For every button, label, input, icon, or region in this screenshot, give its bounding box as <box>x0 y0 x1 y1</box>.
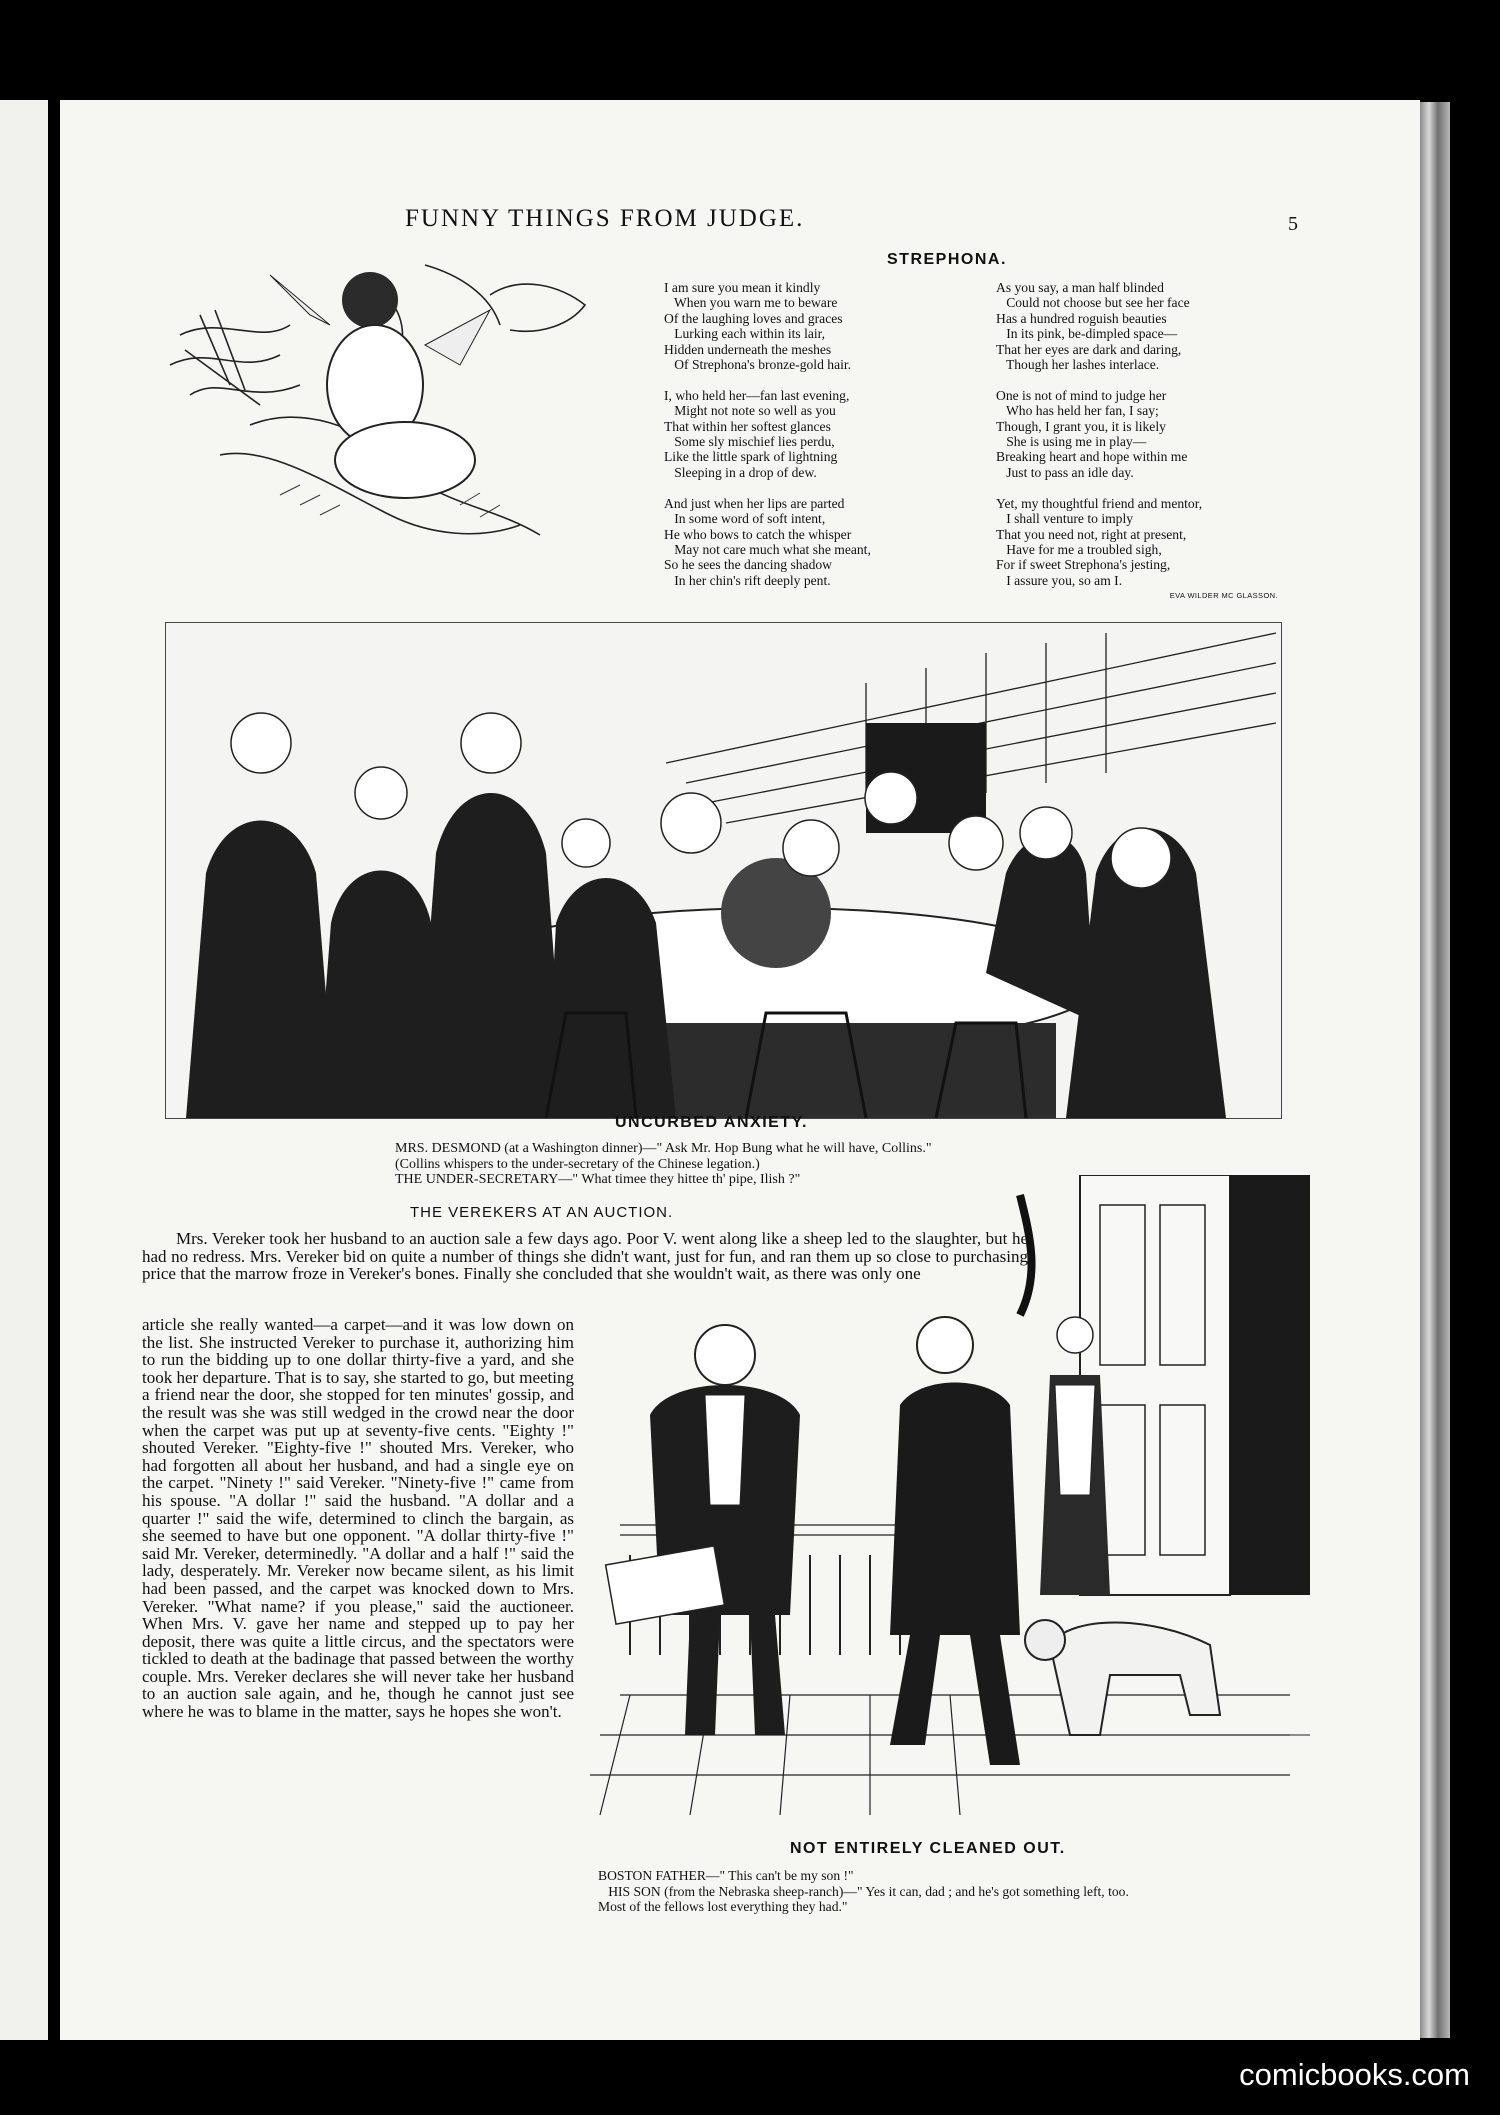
father-son-illustration <box>590 1175 1310 1815</box>
strephona-column-2: As you say, a man half blinded Could not choose but see her face Has a hundred roguish beauties In its pink, be-dimpled space— That her eyes are dark and daring, Though her lashes interlace. One is not of mind to judge her Who has held her fan, I say; Though, I grant you, it is likely She is using me in play— Breaking heart and hope within me Just to pass an idle day. Yet, my thoughtful friend and mentor, I shall venture to imply That you need not, right at present, Have for me a troubled sigh, For if sweet Strephona's jesting, I assure you, so am I. <box>996 280 1203 588</box>
not-cleaned-out-caption: BOSTON FATHER—" This can't be my son !" HIS SON (from the Nebraska sheep-ranch)—" Yes it can, dad ; and he's got something left, too. Most of the fellows lost everything they had." <box>598 1868 1129 1914</box>
watermark: comicbooks.com <box>1239 2057 1470 2092</box>
dinner-party-illustration <box>165 622 1282 1119</box>
verekers-title: THE VEREKERS AT AN AUCTION. <box>410 1204 674 1221</box>
uncurbed-anxiety-caption: MRS. DESMOND (at a Washington dinner)—" Ask Mr. Hop Bung what he will have, Collins." (Collins whispers to the under-secretary of the Chinese legation.) THE UNDER-SECRETARY—" What timee they hittee th' pipe, Ilish ?" <box>395 1141 932 1187</box>
cupid-illustration <box>160 255 600 555</box>
strephona-column-1: I am sure you mean it kindly When you warn me to beware Of the laughing loves and graces Lurking each within its lair, Hidden underneath the meshes Of Strephona's bronze-gold hair. I, who held her—fan last evening, Might not note so well as you That within her softest glances Some sly mischief lies perdu, Like the little spark of lightning Sleeping in a drop of dew. And just when her lips are parted In some word of soft intent, He who bows to catch the whisper May not care much what she meant, So he sees the dancing shadow In her chin's rift deeply pent. <box>664 280 871 588</box>
uncurbed-anxiety-title: UNCURBED ANXIETY. <box>615 1114 808 1131</box>
strephona-author: EVA WILDER MC GLASSON. <box>1169 591 1278 600</box>
previous-page-edge <box>0 100 48 2040</box>
not-cleaned-out-title: NOT ENTIRELY CLEANED OUT. <box>790 1840 1066 1857</box>
running-head: FUNNY THINGS FROM JUDGE. <box>405 205 805 232</box>
verekers-column-text: article she really wanted—a carpet—and it was low down on the list. She instructed Vereker to purchase it, authorizing him to run the bidding up to one dollar thirty-five a yard, and she took her departure. That is to say, she started to go, but meeting a friend near the door, she stopped for ten minutes' gossip, and the result was she was still wedged in the crowd near the door when the carpet was put up at seventy-five cents. "Eighty !" shouted Vereker. "Eighty-five !" shouted Mrs. Vereker, who had forgotten all about her husband, and had a single eye on the carpet. "Ninety !" said Vereker. "Ninety-five !" came from his spouse. "A dollar !" said the husband. "A dollar and a quarter !" said the wife, determined to clinch the bargain, as she seemed to have but one opponent. "A dollar thirty-five !" said Mr. Vereker, determinedly. "A dollar and a half !" said the lady, desperately. Mr. Vereker now became silent, as his limit had been passed, and the carpet was knocked down to Mrs. Vereker. "What name? if you please," said the auctioneer. When Mrs. V. gave her name and stepped up to pay her deposit, there was quite a little circus, and the spectators were tickled to death at the badinage that passed between the worthy couple. Mrs. Vereker declares she will never take her husband to an auction sale again, and he, though he cannot just see where he was to blame in the matter, says he hopes she won't. <box>142 1315 574 1722</box>
page-number: 5 <box>1288 213 1298 235</box>
strephona-title: STREPHONA. <box>887 251 1007 268</box>
page-stack-edge <box>1420 102 1450 2038</box>
verekers-lead-paragraph: Mrs. Vereker took her husband to an auction sale a few days ago. Poor V. went along like a sheep led to the slaughter, but he had no redress. Mrs. Vereker bid on quite a number of things she didn't want, just for fun, and ran them up so close to purchasing price that the marrow froze in Vereker's bones. Finally she concluded that she wouldn't wait, as there was only one <box>142 1229 1028 1284</box>
